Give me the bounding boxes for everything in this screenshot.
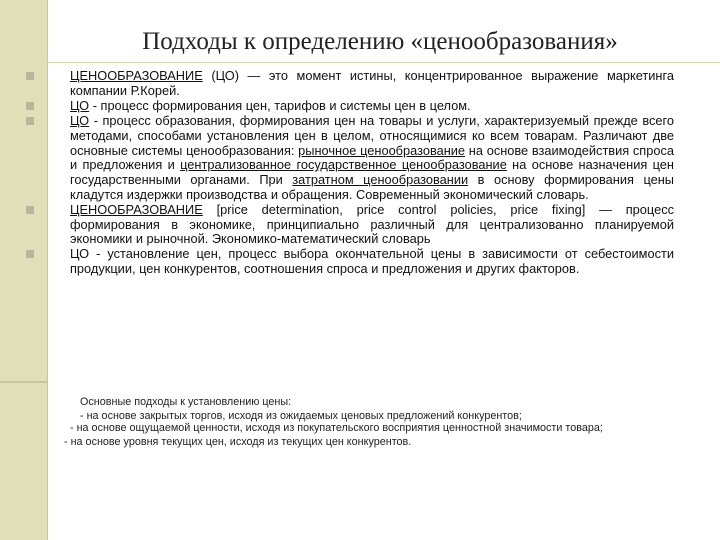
square-bullet-icon <box>26 102 34 110</box>
left-bar-edge <box>47 0 48 540</box>
definitions-list <box>70 69 674 277</box>
definition-text: [price determination, price control policies, price fixing] — процесс формирования в экономике, принципиально различный для централизованно планируемой экономики и рыночной. Экономико-математический словарь <box>70 201 674 247</box>
definition-term[interactable]: ЦЕНООБРАЗОВАНИЕ <box>70 201 203 217</box>
definition-text: в основу формирования цены кладутся издержки производства и обращения. Современный экономический словарь. <box>70 171 675 202</box>
left-decorative-bar <box>0 0 47 540</box>
square-bullet-icon <box>26 72 34 80</box>
definition-text: - процесс образования, формирования цен на товары и услуги, характеризуемый прежде всего методами, способами установления цен в целом, относящимися ко всем товарам. Различают две основные системы ценообразования: <box>70 113 674 158</box>
definition-term[interactable]: ЦО <box>70 113 90 129</box>
link-cost-pricing[interactable]: затратном ценообразовании <box>292 171 469 187</box>
definition-text: - процесс формирования цен, тарифов и системы цен в целом. <box>89 97 471 113</box>
link-centralized-pricing[interactable]: централизованное государственное ценообразование <box>180 157 507 173</box>
definition-term: ЦО <box>70 246 90 262</box>
slide-title: Подходы к определению «ценообразования» <box>142 28 618 55</box>
definition-term[interactable]: ЦЕНООБРАЗОВАНИЕ <box>70 68 203 83</box>
definition-item <box>70 69 674 98</box>
square-bullet-icon <box>26 206 34 214</box>
definition-text: на основе назначения цен государственными органами. При <box>70 157 674 187</box>
title-divider <box>47 62 720 63</box>
pricing-approaches <box>64 396 675 448</box>
link-market-pricing[interactable]: рыночное ценообразование <box>298 142 466 158</box>
definition-text: (ЦО) — это момент истины, концентрированное выражение маркетинга компании Р.Корей. <box>70 68 674 98</box>
definition-item <box>70 247 674 276</box>
square-bullet-icon <box>26 117 34 125</box>
square-bullet-icon <box>26 250 34 258</box>
definition-item <box>70 114 674 202</box>
definition-item <box>70 203 674 247</box>
definition-text: на основе взаимодействия спроса и предложения и <box>70 142 674 173</box>
definition-item <box>70 99 674 114</box>
approach-item: - на основе уровня текущих цен, исходя из текущих цен конкурентов. <box>64 435 412 448</box>
definition-text: - установление цен, процесс выбора окончательной цены в зависимости от себестоимости продукции, цен конкурентов, соотношения спроса и предложения и других факторов. <box>70 246 674 277</box>
body-divider <box>0 381 47 383</box>
approach-item: - на основе закрытых торгов, исходя из ожидаемых ценовых предложений конкурентов; <box>80 409 522 422</box>
approaches-heading: Основные подходы к установлению цены: <box>80 396 292 408</box>
approach-item: - на основе ощущаемой ценности, исходя из покупательского восприятия ценностной значимости товара; <box>70 422 603 435</box>
definition-term[interactable]: ЦО <box>70 97 90 113</box>
